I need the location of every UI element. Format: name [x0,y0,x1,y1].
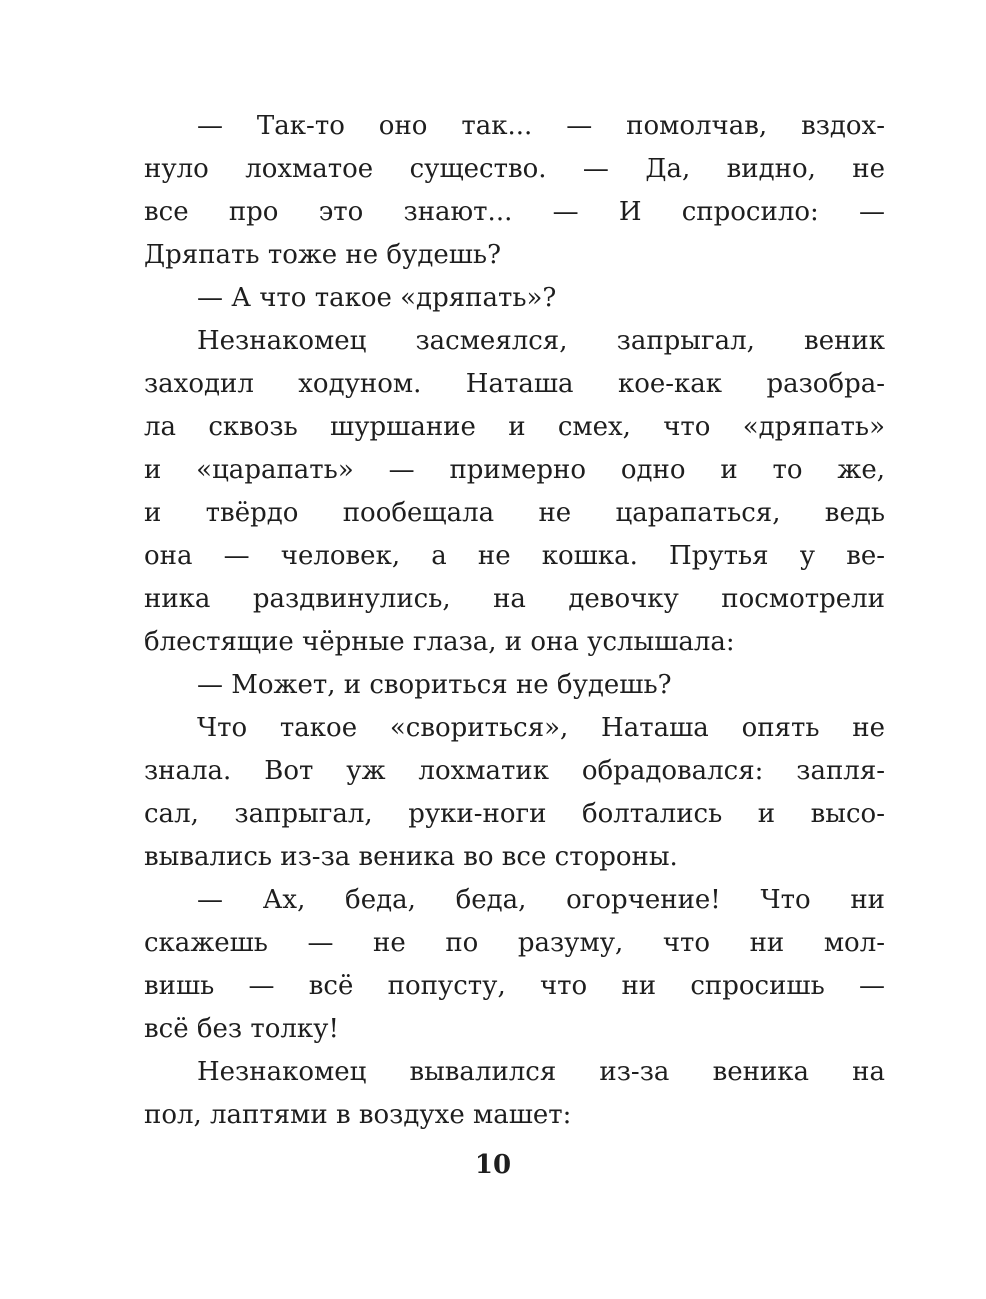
text-line: знала. Вот уж лохматик обрадовался: запля- [144,756,885,786]
text-line: блестящие чёрные глаза, и она услышала: [144,627,735,657]
text-line: вывались из-за веника во все стороны. [144,842,678,872]
text-line: вишь — всё попусту, что ни спросишь — [144,971,885,1001]
text-line: — Может, и свориться не будешь? [197,670,672,700]
text-line: скажешь — не по разуму, что ни мол- [144,928,885,958]
body-text [144,105,885,1137]
text-line: Что такое «свориться», Наташа опять не [197,713,885,743]
text-line: и твёрдо пообещала не царапаться, ведь [144,498,885,528]
text-line: Незнакомец вывалился из-за веника на [197,1057,885,1087]
text-line: заходил ходуном. Наташа кое-как разобра- [144,369,885,399]
text-line: Дряпать тоже не будешь? [144,240,502,270]
text-line: все про это знают... — И спросило: — [144,197,885,227]
text-line: пол, лаптями в воздухе машет: [144,1100,572,1130]
text-line: и «царапать» — примерно одно и то же, [144,455,885,485]
page-number: 10 [474,1150,512,1180]
text-line: сал, запрыгал, руки-ноги болтались и высо- [144,799,885,829]
text-line: она — человек, а не кошка. Прутья у ве- [144,541,885,571]
text-line: ника раздвинулись, на девочку посмотрели [144,584,885,614]
text-line: — Ах, беда, беда, огорчение! Что ни [197,885,885,915]
text-line: — Так-то оно так... — помолчав, вздох- [197,111,885,141]
text-line: ла сквозь шуршание и смех, что «дряпать» [144,412,885,442]
text-line: нуло лохматое существо. — Да, видно, не [144,154,885,184]
text-line: всё без толку! [144,1014,339,1044]
text-line: — А что такое «дряпать»? [197,283,557,313]
text-line: Незнакомец засмеялся, запрыгал, веник [197,326,885,356]
